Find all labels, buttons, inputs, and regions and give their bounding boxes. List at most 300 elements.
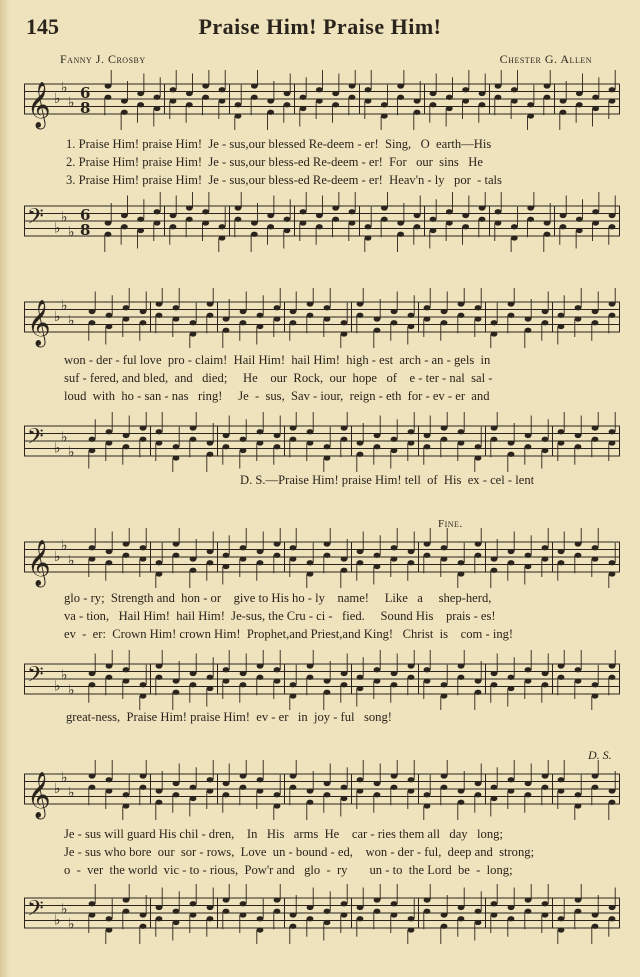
note-head [575, 316, 582, 321]
note-head [156, 429, 163, 434]
note-head [408, 777, 415, 782]
note-head [391, 785, 398, 790]
note-head [357, 313, 364, 318]
note-head [121, 224, 128, 229]
time-signature-top: 6 [80, 206, 91, 224]
note-head [544, 95, 551, 100]
note-head [140, 924, 147, 929]
note-head [508, 916, 515, 921]
flat-icon: ♭ [54, 678, 61, 695]
note-head [106, 788, 113, 793]
note-head [140, 693, 147, 698]
note-head [576, 228, 583, 233]
note-head [300, 209, 307, 214]
note-head [475, 909, 482, 914]
lyric-line-1-3: 3. Praise Him! praise Him! Je - sus,our bless-ed Re-deem - er! Heav'n - ly por - tals [66, 173, 502, 187]
note-head [542, 682, 549, 687]
hymn-title: Praise Him! Praise Him! [198, 14, 442, 39]
flat-icon: ♭ [61, 537, 68, 554]
note-head [525, 792, 532, 797]
note-head [156, 571, 163, 576]
note-head [240, 320, 247, 325]
note-head [89, 437, 96, 442]
note-head [542, 912, 549, 917]
note-head [491, 785, 498, 790]
note-head [475, 541, 482, 546]
note-head [458, 301, 465, 306]
note-head [424, 553, 431, 558]
note-head [408, 440, 415, 445]
note-head [558, 313, 565, 318]
note-head [430, 228, 437, 233]
flat-icon: ♭ [68, 552, 75, 569]
note-head [156, 800, 163, 805]
note-head [609, 429, 616, 434]
note-head [495, 220, 502, 225]
note-head [558, 777, 565, 782]
note-head [424, 667, 431, 672]
note-head [251, 232, 258, 237]
note-head [544, 83, 551, 88]
note-head [106, 927, 113, 932]
note-head [223, 667, 230, 672]
note-head [207, 301, 214, 306]
note-head [324, 690, 331, 695]
note-head [349, 95, 356, 100]
note-head [508, 440, 515, 445]
note-head [462, 213, 469, 218]
note-head [202, 220, 209, 225]
time-signature-top: 6 [80, 84, 91, 102]
note-head [576, 217, 583, 222]
note-head [408, 916, 415, 921]
note-head [290, 309, 297, 314]
note-head [424, 444, 431, 449]
note-head [592, 220, 599, 225]
note-head [357, 686, 364, 691]
note-head [542, 320, 549, 325]
note-head [207, 452, 214, 457]
ds-lyric-line-1: D. S.—Praise Him! praise Him! tell of His ex - cel - lent [240, 473, 535, 487]
note-head [140, 425, 147, 430]
note-head [430, 102, 437, 107]
note-head [525, 316, 532, 321]
note-head [397, 83, 404, 88]
note-head [156, 788, 163, 793]
note-head [424, 305, 431, 310]
lyric-line-1-2: 2. Praise Him! praise Him! Je - sus,our bless-ed Re-deem - er! For our sins He [66, 155, 483, 169]
note-head [527, 205, 534, 210]
composer-credit: Chester G. Allen [499, 52, 592, 66]
note-head [219, 87, 226, 92]
note-head [123, 897, 130, 902]
note-head [123, 444, 130, 449]
note-head [491, 912, 498, 917]
note-head [458, 675, 465, 680]
note-head [609, 905, 616, 910]
note-head [365, 98, 372, 103]
note-head [397, 95, 404, 100]
note-head [475, 553, 482, 558]
note-head [173, 678, 180, 683]
note-head [121, 213, 128, 218]
note-head [106, 324, 113, 329]
note-head [89, 901, 96, 906]
note-head [458, 788, 465, 793]
note-head [592, 209, 599, 214]
note-head [391, 437, 398, 442]
note-head [341, 556, 348, 561]
note-head [290, 693, 297, 698]
note-head [284, 217, 291, 222]
note-head [511, 235, 518, 240]
note-head [106, 916, 113, 921]
note-head [251, 95, 258, 100]
note-head [140, 320, 147, 325]
note-head [316, 213, 323, 218]
note-head [207, 788, 214, 793]
note-head [374, 316, 381, 321]
note-head [341, 796, 348, 801]
note-head [274, 316, 281, 321]
note-head [170, 87, 177, 92]
note-head [140, 682, 147, 687]
note-head [207, 560, 214, 565]
note-head [219, 98, 226, 103]
note-head [300, 95, 307, 100]
note-head [290, 785, 297, 790]
note-head [374, 678, 381, 683]
note-head [458, 800, 465, 805]
note-head [274, 553, 281, 558]
flat-icon: ♭ [61, 901, 68, 918]
note-head [441, 773, 448, 778]
note-head [123, 667, 130, 672]
note-head [508, 560, 515, 565]
note-head [257, 313, 264, 318]
note-head [89, 682, 96, 687]
note-head [441, 785, 448, 790]
note-head [267, 213, 274, 218]
note-head [106, 560, 113, 565]
note-head [575, 433, 582, 438]
note-head [223, 678, 230, 683]
note-head [575, 541, 582, 546]
note-head [525, 564, 532, 569]
note-head [235, 205, 242, 210]
note-head [495, 95, 502, 100]
note-head [365, 87, 372, 92]
note-head [575, 909, 582, 914]
note-head [491, 437, 498, 442]
note-head [391, 901, 398, 906]
note-head [307, 788, 314, 793]
note-head [575, 792, 582, 797]
note-head [240, 773, 247, 778]
note-head [202, 209, 209, 214]
note-head [274, 444, 281, 449]
treble-staff-2 [24, 288, 620, 348]
note-head [542, 773, 549, 778]
note-head [186, 217, 193, 222]
note-head [609, 98, 616, 103]
treble-clef-icon: 𝄞 [27, 772, 51, 818]
note-head [592, 425, 599, 430]
note-head [408, 788, 415, 793]
note-head [408, 560, 415, 565]
flat-icon: ♭ [61, 769, 68, 786]
note-head [542, 901, 549, 906]
note-head [207, 916, 214, 921]
note-head [207, 905, 214, 910]
note-head [491, 682, 498, 687]
note-head [324, 678, 331, 683]
note-head [424, 541, 431, 546]
note-head [257, 663, 264, 668]
note-head [137, 91, 144, 96]
flat-icon: ♭ [68, 224, 75, 241]
note-head [284, 228, 291, 233]
note-head [525, 897, 532, 902]
bass-staff-1 [24, 192, 620, 252]
note-head [349, 220, 356, 225]
flat-icon: ♭ [61, 667, 68, 684]
note-head [156, 916, 163, 921]
note-head [414, 110, 421, 115]
note-head [290, 682, 297, 687]
bass-clef-icon: 𝄢 [27, 896, 44, 927]
note-head [408, 927, 415, 932]
flat-icon: ♭ [68, 784, 75, 801]
note-head [391, 773, 398, 778]
note-head [391, 309, 398, 314]
note-head [357, 560, 364, 565]
note-head [173, 444, 180, 449]
note-head [441, 320, 448, 325]
note-head [341, 785, 348, 790]
note-head [575, 444, 582, 449]
note-head [408, 663, 415, 668]
note-head [475, 305, 482, 310]
note-head [106, 777, 113, 782]
treble-staff-1 [24, 70, 620, 130]
note-head [170, 98, 177, 103]
note-head [89, 671, 96, 676]
note-head [341, 682, 348, 687]
note-head [491, 901, 498, 906]
note-head [240, 448, 247, 453]
note-head [575, 667, 582, 672]
note-head [365, 235, 372, 240]
note-head [89, 309, 96, 314]
note-head [475, 316, 482, 321]
lyric-line-2-2: suf - fered, and bled, and died; He our Rock, our hope of e - ter - nal sal - [64, 371, 493, 385]
note-head [190, 568, 197, 573]
note-head [290, 556, 297, 561]
note-head [441, 309, 448, 314]
time-signature-bottom: 8 [80, 221, 91, 239]
note-head [491, 331, 498, 336]
note-head [441, 545, 448, 550]
note-head [592, 309, 599, 314]
note-head [544, 232, 551, 237]
treble-clef-icon: 𝄞 [27, 540, 51, 586]
note-head [173, 792, 180, 797]
lyricist-credit: Fanny J. Crosby [60, 52, 146, 66]
note-head [458, 560, 465, 565]
note-head [424, 433, 431, 438]
flat-icon: ♭ [54, 549, 61, 565]
note-head [207, 440, 214, 445]
note-head [257, 324, 264, 329]
note-head [190, 425, 197, 430]
note-head [397, 220, 404, 225]
note-head [332, 217, 339, 222]
note-head [592, 437, 599, 442]
note-head [527, 113, 534, 118]
lyric-line-2-1: won - der - ful love pro - claim! Hail Him! hail Him! high - est arch - an - gels in [64, 353, 491, 367]
note-head [223, 564, 230, 569]
note-head [223, 328, 230, 333]
note-head [525, 328, 532, 333]
time-signature-bottom: 8 [80, 99, 91, 117]
note-head [274, 667, 281, 672]
note-head [525, 553, 532, 558]
note-head [105, 232, 112, 237]
note-head [190, 671, 197, 676]
note-head [424, 909, 431, 914]
note-head [575, 897, 582, 902]
note-head [609, 916, 616, 921]
note-head [609, 440, 616, 445]
note-head [300, 106, 307, 111]
note-head [274, 792, 281, 797]
note-head [391, 912, 398, 917]
note-head [140, 785, 147, 790]
note-head [508, 905, 515, 910]
note-head [508, 549, 515, 554]
note-head [576, 91, 583, 96]
note-head [173, 316, 180, 321]
bass-clef-icon: 𝄢 [27, 204, 44, 235]
note-head [284, 91, 291, 96]
note-head [202, 83, 209, 88]
note-head [446, 209, 453, 214]
note-head [154, 95, 161, 100]
flat-icon: ♭ [61, 209, 68, 226]
note-head [274, 541, 281, 546]
note-head [307, 916, 314, 921]
note-head [240, 785, 247, 790]
flat-icon: ♭ [54, 781, 61, 797]
note-head [341, 568, 348, 573]
note-head [257, 560, 264, 565]
note-head [357, 549, 364, 554]
note-head [240, 671, 247, 676]
lyric-line-1-1: 1. Praise Him! praise Him! Je - sus,our blessed Re-deem - er! Sing, O earth—His [66, 137, 492, 151]
note-head [475, 444, 482, 449]
note-head [324, 455, 331, 460]
note-head [381, 102, 388, 107]
note-head [307, 301, 314, 306]
note-head [316, 87, 323, 92]
note-head [341, 425, 348, 430]
note-head [332, 91, 339, 96]
note-head [414, 213, 421, 218]
note-head [170, 213, 177, 218]
flat-icon: ♭ [68, 94, 75, 111]
note-head [123, 553, 130, 558]
note-head [508, 788, 515, 793]
note-head [558, 549, 565, 554]
note-head [491, 671, 498, 676]
note-head [430, 91, 437, 96]
note-head [374, 667, 381, 672]
note-head [307, 663, 314, 668]
note-head [257, 549, 264, 554]
note-head [458, 313, 465, 318]
note-head [207, 313, 214, 318]
note-head [186, 91, 193, 96]
note-head [190, 320, 197, 325]
note-head [341, 901, 348, 906]
note-head [576, 102, 583, 107]
note-head [257, 916, 264, 921]
note-head [609, 87, 616, 92]
note-head [609, 313, 616, 318]
note-head [446, 95, 453, 100]
note-head [173, 553, 180, 558]
note-head [257, 675, 264, 680]
note-head [508, 452, 515, 457]
note-head [374, 909, 381, 914]
note-head [458, 429, 465, 434]
note-head [592, 545, 599, 550]
note-head [592, 95, 599, 100]
note-head [274, 678, 281, 683]
flat-icon: ♭ [68, 916, 75, 933]
note-head [525, 781, 532, 786]
note-head [140, 437, 147, 442]
note-head [156, 301, 163, 306]
note-head [186, 205, 193, 210]
note-head [462, 224, 469, 229]
note-head [173, 690, 180, 695]
note-head [479, 217, 486, 222]
flat-icon: ♭ [68, 444, 75, 461]
note-head [441, 682, 448, 687]
note-head [223, 909, 230, 914]
note-head [462, 98, 469, 103]
note-head [381, 113, 388, 118]
note-head [223, 781, 230, 786]
flat-icon: ♭ [61, 297, 68, 314]
note-head [558, 429, 565, 434]
note-head [357, 440, 364, 445]
lyric-line-4-2: Je - sus who bore our sor - rows, Love un - bound - ed, won - der - ful, deep and strong; [64, 845, 535, 859]
note-head [592, 682, 599, 687]
note-head [240, 309, 247, 314]
note-head [240, 437, 247, 442]
bass-staff-2 [24, 412, 620, 472]
note-head [290, 437, 297, 442]
note-head [257, 927, 264, 932]
note-head [341, 912, 348, 917]
note-head [190, 901, 197, 906]
note-head [284, 102, 291, 107]
flat-icon: ♭ [61, 429, 68, 446]
note-head [223, 792, 230, 797]
